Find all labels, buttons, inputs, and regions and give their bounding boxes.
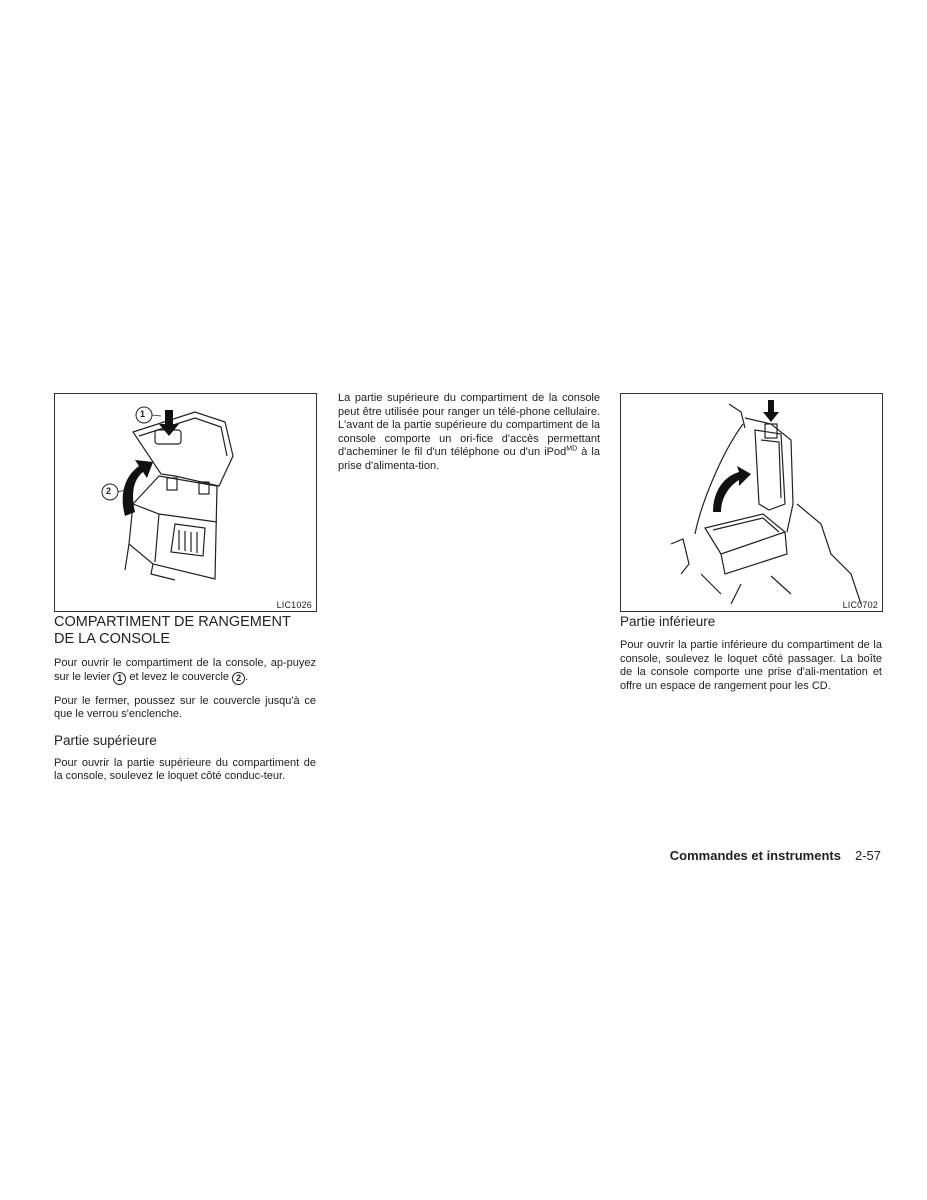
left-column [54,614,316,784]
subsection-title-lower: Partie inférieure [620,614,716,629]
trademark-md: MD [566,445,578,453]
figure-label: LIC1026 [276,600,312,610]
section-title-line1: COMPARTIMENT DE RANGEMENT [54,614,291,630]
callout-1: 1 [140,409,146,419]
section-title-line2: DE LA CONSOLE [54,631,171,647]
console-illustration [55,394,316,611]
console-lower-illustration [621,394,882,611]
figure-label: LIC0702 [842,600,878,610]
page-number: 2-57 [854,848,881,863]
page-footer [670,848,881,863]
callout-ref-2: 2 [232,672,245,685]
paragraph-open-console: Pour ouvrir le compartiment de la console, ap-puyez sur le levier 1 et levez le couvercle 2 . [54,657,316,683]
paragraph-upper-usage: La partie supérieure du compartiment de la console peut être utilisée pour ranger un télé-phone cellulaire. L'avant de la partie supérieure du compartiment de la console comporte un ori-fice d'accès permettant d'acheminer le fil d'un téléphone ou d'un iPod$^{MD}$ à la prise d'alimenta-tion. [338,392,600,472]
callout-ref-1: 1 [113,672,126,685]
paragraph-lower-open: Pour ouvrir la partie inférieure du compartiment de la console, soulevez le loquet côté passager. La boîte de la console comporte une prise d'ali-mentation et offre un espace de rangement pour les CD. [620,639,882,692]
paragraph-upper-open: Pour ouvrir la partie supérieure du compartiment de la console, soulevez le loquet côté conduc-teur. [54,756,316,783]
paragraph-close-console: Pour le fermer, poussez sur le couvercle jusqu'à ce que le verrou s'enclenche. [54,694,316,721]
right-column [620,614,882,693]
chapter-title: Commandes et instruments [669,848,841,863]
figure-console-open [54,393,317,612]
subsection-title-upper: Partie supérieure [54,732,157,748]
callout-2: 2 [106,486,112,496]
section-title [54,614,316,648]
middle-column [338,392,600,474]
figure-console-lower [620,393,883,612]
